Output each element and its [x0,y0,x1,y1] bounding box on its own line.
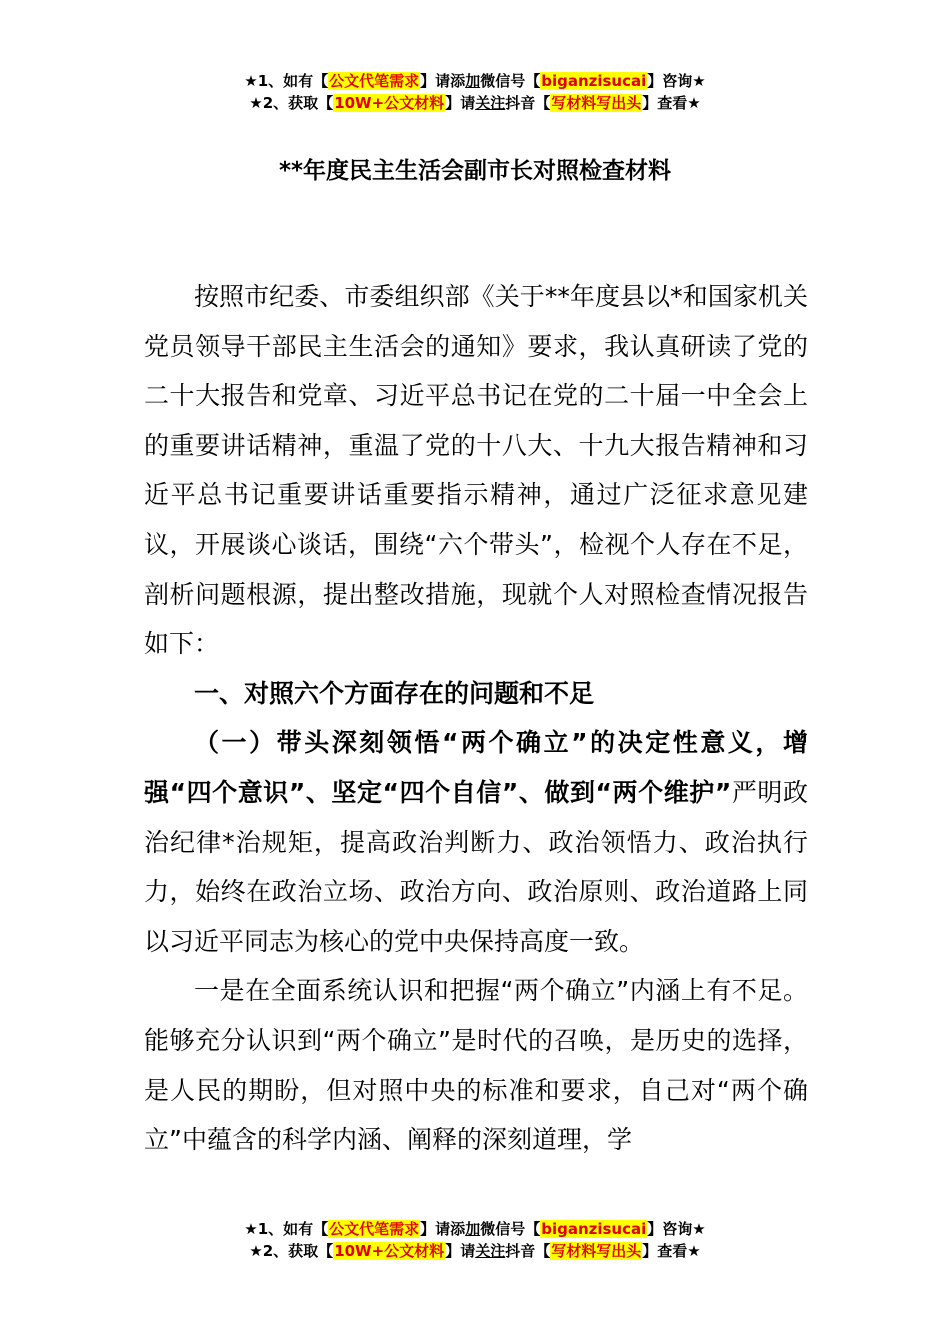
subsection-text: 严明政治纪律*治规矩，提高政治判断力、政治领悟力、政治执行力，始终在政治立场、政治方向、政治原则、政治道路上同以习近平同志为核心的党中央保持高度一致。 [144,777,808,956]
banner-underlined-text: 关注 [475,1242,506,1260]
banner-text: 】请 [445,1242,476,1260]
banner-text: 抖音【 [505,1242,551,1260]
banner-highlight: biganzisucai [541,1220,647,1238]
banner-line-2 [0,92,950,114]
banner-text: 1、如有【 [257,72,329,90]
banner-text: 微信号【 [480,72,541,90]
banner-highlight: 10W+公文材料 [334,1242,445,1260]
banner-highlight: biganzisucai [541,72,647,90]
banner-text: 】查看★ [642,94,701,112]
banner-highlight: 10W+公文材料 [334,94,445,112]
banner-line-1 [0,1218,950,1240]
banner-underlined-text: 加 [465,1220,481,1238]
document-body [144,272,808,1165]
intro-paragraph: 按照市纪委、市委组织部《关于**年度县以*和国家机关党员领导干部民主生活会的通知》要求，我认真研读了党的二十大报告和党章、习近平总书记在党的二十届一中全会上的重要讲话精神，重温了党的十八大、十九大报告精神和习近平总书记重要讲话重要指示精神，通过广泛征求意见建议，开展谈心谈话，围绕“六个带头”，检视个人存在不足，剖析问题根源，提出整改措施，现就个人对照检查情况报告如下： [144,282,808,659]
star-icon: ★ [244,1220,258,1238]
banner-text: 2、获取【 [262,94,334,112]
banner-highlight: 写材料写出头 [551,1242,642,1260]
section-heading: 一、对照六个方面存在的问题和不足 [194,678,595,708]
banner-text: 】查看★ [642,1242,701,1260]
banner-text: 】咨询★ [647,72,706,90]
subsection-heading: （一）带头深刻领悟“两个确立”的决定性意义，增强“四个意识”、坚定“四个自信”、做到“两个维护” [144,728,808,807]
banner-highlight: 写材料写出头 [551,94,642,112]
star-icon: ★ [244,72,258,90]
footer-banner [0,1218,950,1262]
banner-text: 】请添 [420,72,466,90]
banner-text: 】请 [445,94,476,112]
banner-text: 2、获取【 [262,1242,334,1260]
star-icon: ★ [249,1242,263,1260]
banner-text: 】请添 [420,1220,466,1238]
banner-line-1 [0,70,950,92]
banner-underlined-text: 加 [465,72,481,90]
banner-highlight: 公文代笔需求 [329,72,420,90]
banner-highlight: 公文代笔需求 [329,1220,420,1238]
point-paragraph: 一是在全面系统认识和把握“两个确立”内涵上有不足。能够充分认识到“两个确立”是时代的召唤，是历史的选择，是人民的期盼，但对照中央的标准和要求，自己对“两个确立”中蕴含的科学内涵、阐释的深刻道理，学 [144,976,808,1155]
banner-text: 抖音【 [505,94,551,112]
banner-underlined-text: 关注 [475,94,506,112]
banner-text: 微信号【 [480,1220,541,1238]
header-banner [0,70,950,114]
banner-text: 】咨询★ [647,1220,706,1238]
document-title: **年度民主生活会副市长对照检查材料 [278,158,672,184]
banner-text: 1、如有【 [257,1220,329,1238]
subsection-paragraph [144,718,808,966]
star-icon: ★ [249,94,263,112]
banner-line-2 [0,1240,950,1262]
